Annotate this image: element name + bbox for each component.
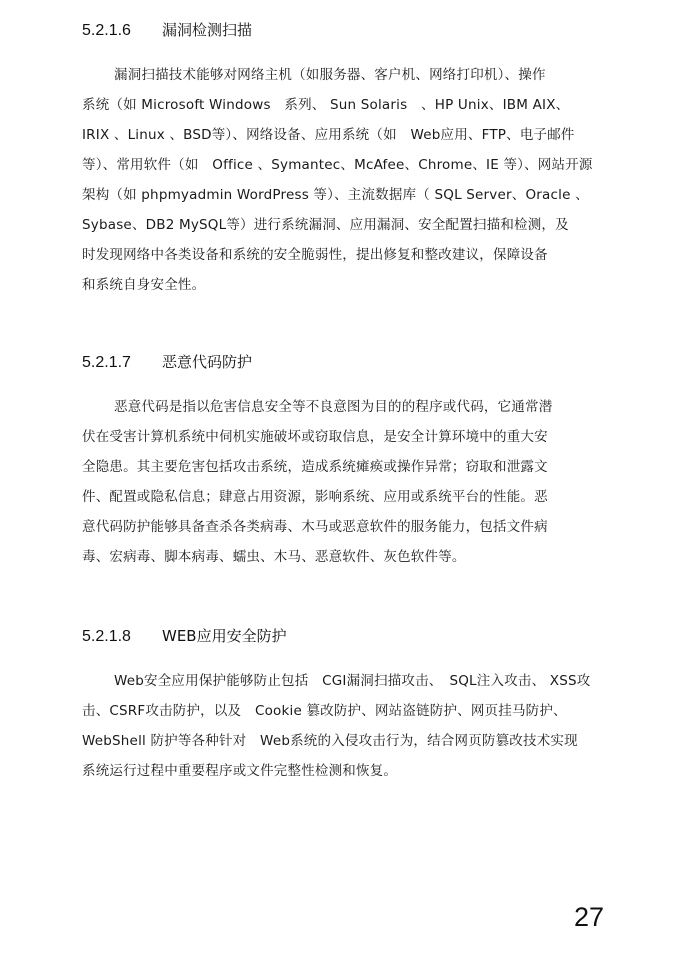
section-number: 5.2.1.7: [82, 354, 131, 371]
section-body: [82, 392, 622, 572]
paragraph-line: 全隐患。其主要危害包括攻击系统，造成系统瘫痪或操作异常；窃取和泄露文: [82, 459, 548, 475]
paragraph-line: 件、配置或隐私信息；肆意占用资源，影响系统、应用或系统平台的性能。恶: [82, 489, 548, 505]
page-number: 27: [573, 902, 604, 932]
section-heading: [82, 18, 622, 42]
section-body: [82, 666, 622, 786]
section-body: [82, 60, 622, 300]
section-title: 漏洞检测扫描: [162, 21, 253, 39]
paragraph-line: Web安全应用保护能够防止包括 CGI漏洞扫描攻击、 SQL注入攻击、 XSS攻: [114, 673, 591, 689]
section-title: 恶意代码防护: [162, 353, 253, 371]
paragraph-line: 系统（如 Microsoft Windows 系列、 Sun Solaris 、HP Unix、IBM AIX、: [82, 97, 570, 113]
paragraph-line: 和系统自身安全性。: [82, 277, 206, 293]
section-heading: [82, 350, 622, 374]
paragraph-line: 意代码防护能够具备查杀各类病毒、木马或恶意软件的服务能力，包括文件病: [82, 519, 548, 535]
section-web-app-security: [82, 624, 622, 786]
paragraph-line: 架构（如 phpmyadmin WordPress 等）、主流数据库（ SQL Server、Oracle 、: [82, 187, 589, 203]
paragraph-line: 毒、宏病毒、脚本病毒、蠕虫、木马、恶意软件、灰色软件等。: [82, 549, 466, 565]
section-title: WEB应用安全防护: [162, 627, 287, 645]
section-malware-protection: [82, 350, 622, 572]
paragraph-line: 时发现网络中各类设备和系统的安全脆弱性，提出修复和整改建议，保障设备: [82, 247, 548, 263]
paragraph-line: IRIX 、Linux 、BSD等）、网络设备、应用系统（如 Web应用、FTP、电子邮件: [82, 127, 575, 143]
section-vulnerability-scan: [82, 18, 622, 300]
paragraph-line: 击、CSRF攻击防护，以及 Cookie 篡改防护、网站盗链防护、网页挂马防护、: [82, 703, 567, 719]
paragraph-line: 系统运行过程中重要程序或文件完整性检测和恢复。: [82, 763, 398, 779]
paragraph-line: 等）、常用软件（如 Office 、Symantec、McAfee、Chrome、IE 等）、网站开源: [82, 157, 593, 173]
section-number: 5.2.1.8: [82, 628, 131, 645]
paragraph-line: 恶意代码是指以危害信息安全等不良意图为目的的程序或代码，它通常潜: [114, 399, 553, 415]
paragraph-line: WebShell 防护等各种针对 Web系统的入侵攻击行为，结合网页防篡改技术实现: [82, 733, 578, 749]
section-number: 5.2.1.6: [82, 22, 131, 39]
paragraph-line: Sybase、DB2 MySQL等）进行系统漏洞、应用漏洞、安全配置扫描和检测，及: [82, 217, 569, 233]
section-heading: [82, 624, 622, 648]
paragraph-line: 漏洞扫描技术能够对网络主机（如服务器、客户机、网络打印机）、操作: [114, 67, 546, 83]
paragraph-line: 伏在受害计算机系统中伺机实施破坏或窃取信息，是安全计算环境中的重大安: [82, 429, 548, 445]
